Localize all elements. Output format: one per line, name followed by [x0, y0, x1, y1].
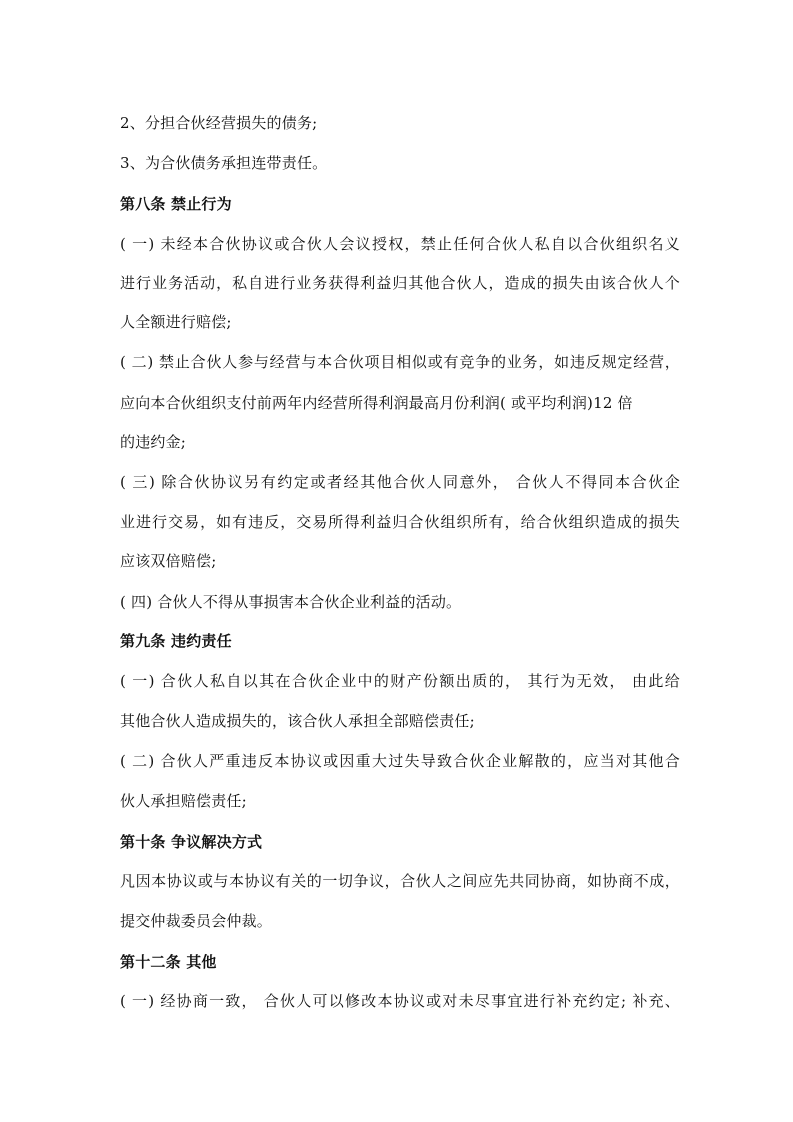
article-9-para-2-line-2: 伙人承担赔偿责任;	[120, 792, 247, 810]
article-8-para-1-line-3: 人全额进行赔偿;	[120, 313, 232, 331]
article-8-para-2-line-1: ( 二) 禁止合伙人参与经营与本合伙项目相似或有竞争的业务，如违反规定经营，	[120, 353, 680, 371]
article-8-para-1-line-2: 进行业务活动，私自进行业务获得利益归其他合伙人，造成的损失由该合伙人个	[120, 274, 680, 292]
article-8-para-2-line-3: 的违约金;	[120, 433, 187, 451]
article-9-para-1-line-2: 其他合伙人造成损失的，该合伙人承担全部赔偿责任;	[120, 712, 475, 730]
article-8-heading: 第八条 禁止行为	[120, 195, 232, 213]
clause-item-2: 2、分担合伙经营损失的债务;	[120, 114, 318, 132]
article-9-para-1-line-1: ( 一) 合伙人私自以其在合伙企业中的财产份额出质的， 其行为无效， 由此给	[120, 672, 680, 690]
article-8-para-3-line-2: 业进行交易，如有违反，交易所得利益归合伙组织所有，给合伙组织造成的损失	[120, 513, 680, 531]
article-8-para-3-line-3: 应该双倍赔偿;	[120, 552, 217, 570]
article-8-para-4: ( 四) 合伙人不得从事损害本合伙企业利益的活动。	[120, 593, 462, 611]
article-9-para-2-line-1: ( 二) 合伙人严重违反本协议或因重大过失导致合伙企业解散的，应当对其他合	[120, 752, 680, 770]
article-12-heading: 第十二条 其他	[120, 953, 217, 971]
article-8-para-3-line-1: ( 三) 除合伙协议另有约定或者经其他合伙人同意外， 合伙人不得同本合伙企	[120, 473, 680, 491]
clause-item-3: 3、为合伙债务承担连带责任。	[120, 154, 328, 172]
article-8-para-1-line-1: ( 一) 未经本合伙协议或合伙人会议授权，禁止任何合伙人私自以合伙组织名义	[120, 235, 680, 253]
article-9-heading: 第九条 违约责任	[120, 632, 232, 650]
article-10-heading: 第十条 争议解决方式	[120, 833, 263, 851]
article-10-para-line-1: 凡因本协议或与本协议有关的一切争议，合伙人之间应先共同协商，如协商不成，	[120, 872, 680, 890]
article-10-para-line-2: 提交仲裁委员会仲裁。	[120, 912, 273, 930]
article-12-para-1-line-1: ( 一) 经协商一致， 合伙人可以修改本协议或对未尽事宜进行补充约定; 补充、	[120, 992, 680, 1010]
article-8-para-2-line-2: 应向本合伙组织支付前两年内经营所得利润最高月份利润( 或平均利润)12 倍	[120, 394, 633, 412]
